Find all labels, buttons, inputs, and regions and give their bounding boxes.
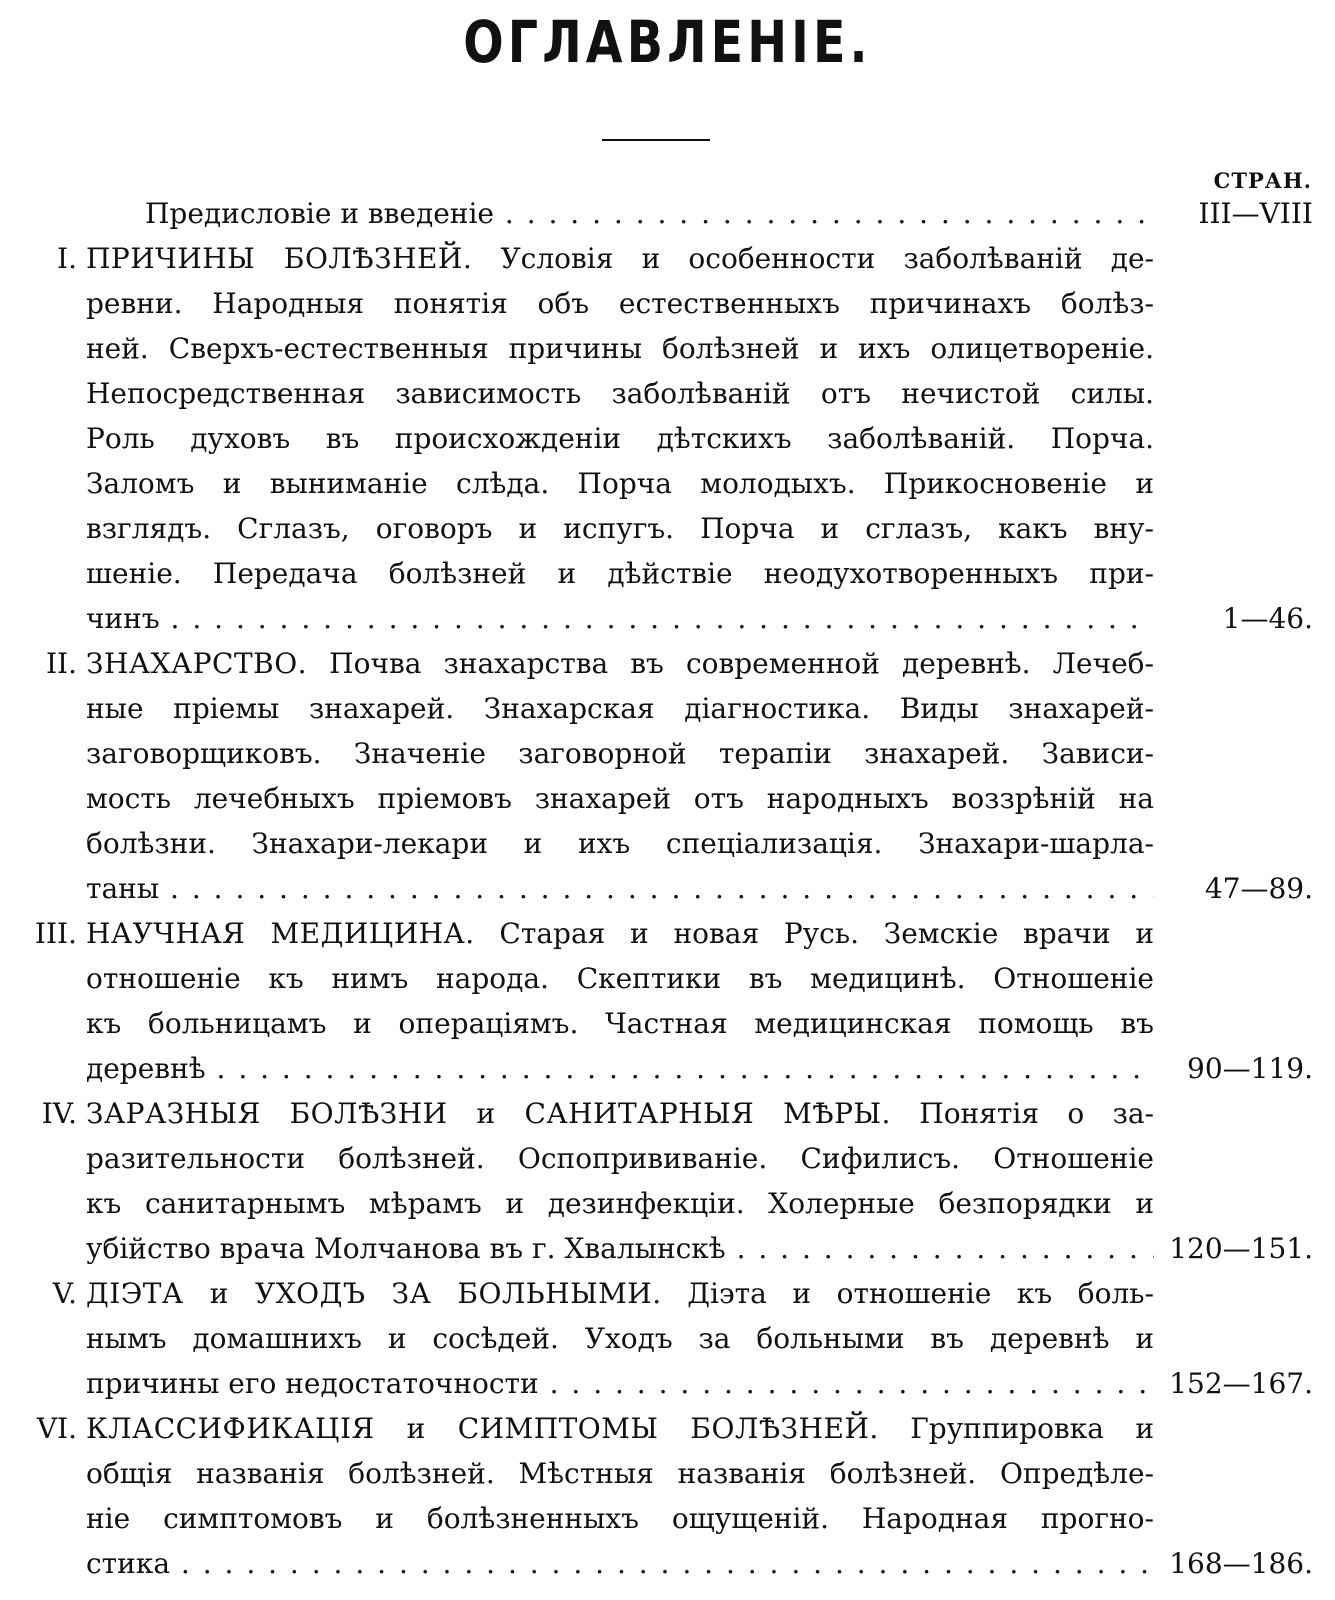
toc-line [0, 821, 1335, 866]
toc-line-text [86, 1406, 1154, 1451]
toc-line-text: шеніе. Передача болѣзней и дѣйствіе неодухотворенныхъ при- [86, 557, 1154, 590]
toc-line-text: ные пріемы знахарей. Знахарская діагностика. Виды знахарей- [86, 692, 1154, 725]
toc-line [0, 911, 1335, 956]
chapter-title: ДІЭТА и УХОДЪ ЗА БОЛЬНЫМИ. [86, 1277, 662, 1310]
toc-line-text: нымъ домашнихъ и сосѣдей. Уходъ за больными въ деревнѣ и [86, 1322, 1154, 1355]
toc-line [0, 1091, 1335, 1136]
toc-line [0, 416, 1335, 461]
pages-column-header: СТРАН. [1213, 168, 1312, 193]
toc-entry-text: Предисловіе и введеніе . . . [145, 191, 1154, 236]
toc-line-text: стика . . . [86, 1541, 1154, 1586]
toc-line-text: отношеніе къ нимъ народа. Скептики въ медицинѣ. Отношеніе [86, 962, 1154, 995]
toc-line-text: чинъ . . . [86, 596, 1154, 641]
chapter-description: Почва знахарства въ современной деревнѣ. Лечеб- [307, 647, 1154, 680]
toc-line [0, 461, 1335, 506]
toc-line [0, 1451, 1335, 1496]
toc-line-text: Непосредственная зависимость заболѣваній отъ нечистой силы. [86, 377, 1154, 410]
toc-line-text: взглядъ. Сглазъ, оговоръ и испугъ. Порча и сглазъ, какъ вну- [86, 512, 1154, 545]
toc-line [0, 866, 1335, 911]
toc-line-text: разительности болѣзней. Оспопрививаніе. Сифилисъ. Отношеніе [86, 1142, 1154, 1175]
toc-line [0, 1226, 1335, 1271]
toc-line [0, 506, 1335, 551]
chapter-title: ЗНАХАРСТВО. [86, 647, 308, 680]
toc-line-text [86, 911, 1154, 956]
chapter-numeral: I. [57, 242, 77, 275]
chapter-description: Понятія о за- [890, 1097, 1154, 1130]
toc-line-text: ней. Сверхъ-естественныя причины болѣзней и ихъ олицетвореніе. [86, 332, 1154, 365]
toc-line-text [86, 236, 1154, 281]
toc-line [0, 1136, 1335, 1181]
toc-line-text: причины его недостаточности . . . [86, 1361, 1154, 1406]
toc-line-text: общія названія болѣзней. Мѣстныя названія болѣзней. Опредѣле- [86, 1457, 1154, 1490]
toc-line-text: къ больницамъ и операціямъ. Частная медицинская помощь въ [86, 1007, 1154, 1040]
toc-entry-pages: 90—119. [1187, 1052, 1313, 1085]
toc-line [0, 596, 1335, 641]
toc-line [0, 776, 1335, 821]
toc-entry-pages: III—VIII [1198, 197, 1313, 230]
chapter-numeral: II. [45, 647, 77, 680]
page-title: ОГЛАВЛЕНІЕ. [463, 8, 872, 76]
toc-line [0, 551, 1335, 596]
toc-entry-preface [0, 191, 1335, 236]
toc-entry-pages: 168—186. [1169, 1547, 1313, 1580]
toc-line-text: Роль духовъ въ происхожденіи дѣтскихъ заболѣваній. Порча. [86, 422, 1154, 455]
chapter-title: ЗАРАЗНЫЯ БОЛѢЗНИ и САНИТАРНЫЯ МѢРЫ. [86, 1097, 891, 1130]
chapter-title: ПРИЧИНЫ БОЛѢЗНЕЙ. [86, 242, 473, 275]
toc-entry-pages: 1—46. [1222, 602, 1313, 635]
toc-line [0, 1406, 1335, 1451]
toc-line [0, 1541, 1335, 1586]
toc-entry-pages: 152—167. [1169, 1367, 1313, 1400]
toc-line [0, 1496, 1335, 1541]
chapter-description: Діэта и отношеніе къ боль- [661, 1277, 1154, 1310]
chapter-description: Условія и особенности заболѣваній де- [472, 242, 1154, 275]
chapter-title: КЛАССИФИКАЦІЯ и СИМПТОМЫ БОЛѢЗНЕЙ. [86, 1412, 879, 1445]
toc-line [0, 326, 1335, 371]
toc-line-text [86, 1271, 1154, 1316]
toc-line [0, 1181, 1335, 1226]
toc-line [0, 236, 1335, 281]
toc-entry-pages: 47—89. [1204, 872, 1313, 905]
chapter-description: Старая и новая Русь. Земскіе врачи и [474, 917, 1154, 950]
chapter-numeral: V. [52, 1277, 77, 1310]
toc-line [0, 1316, 1335, 1361]
toc-line [0, 641, 1335, 686]
toc-line-text: убійство врача Молчанова въ г. Хвалынскѣ . . . [86, 1226, 1154, 1271]
chapter-numeral: VI. [36, 1412, 77, 1445]
toc-line-text: мость лечебныхъ пріемовъ знахарей отъ народныхъ воззрѣній на [86, 782, 1154, 815]
toc-line-text: ревни. Народныя понятія объ естественныхъ причинахъ болѣз- [86, 287, 1154, 320]
chapter-title: НАУЧНАЯ МЕДИЦИНА. [86, 917, 475, 950]
toc-line [0, 731, 1335, 776]
chapter-numeral: IV. [41, 1097, 77, 1130]
toc-line [0, 1001, 1335, 1046]
toc-line-text [86, 641, 1154, 686]
toc-line-text: болѣзни. Знахари-лекари и ихъ спеціализація. Знахари-шарла- [86, 827, 1154, 860]
chapter-description: Группировка и [878, 1412, 1154, 1445]
toc-line [0, 1361, 1335, 1406]
toc-line-text: таны . . . [86, 866, 1154, 911]
toc-line [0, 686, 1335, 731]
toc-line-text: ніе симптомовъ и болѣзненныхъ ощущеній. Народная прогно- [86, 1502, 1154, 1535]
toc-line [0, 956, 1335, 1001]
toc-line-text: заговорщиковъ. Значеніе заговорной терапіи знахарей. Зависи- [86, 737, 1154, 770]
toc-line-text: къ санитарнымъ мѣрамъ и дезинфекціи. Холерные безпорядки и [86, 1187, 1154, 1220]
toc-line-text [86, 1091, 1154, 1136]
toc-line [0, 371, 1335, 416]
title-rule [602, 139, 710, 141]
chapter-numeral: III. [34, 917, 77, 950]
toc-line-text: Заломъ и выниманіе слѣда. Порча молодыхъ. Прикосновеніе и [86, 467, 1154, 500]
toc-line [0, 1271, 1335, 1316]
toc-line [0, 281, 1335, 326]
toc-line [0, 1046, 1335, 1091]
toc-entry-pages: 120—151. [1169, 1232, 1313, 1265]
toc-line-text: деревнѣ . . . [86, 1046, 1154, 1091]
